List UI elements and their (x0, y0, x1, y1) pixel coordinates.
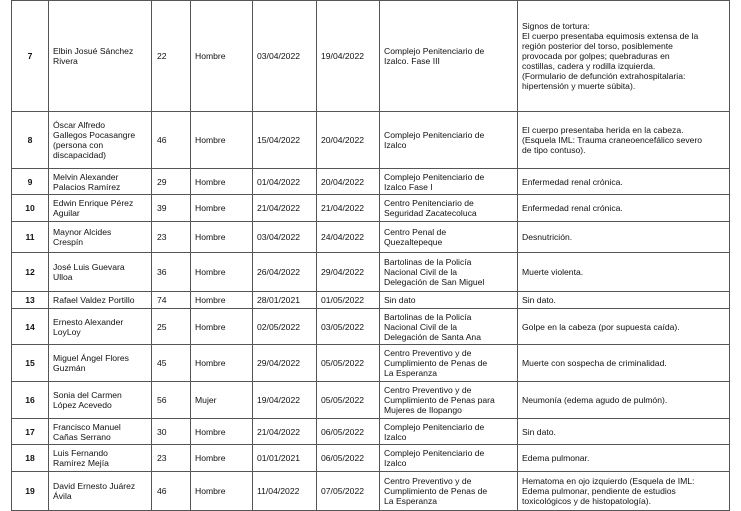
row-number: 19 (12, 472, 49, 511)
cause-of-death: Desnutrición. (518, 222, 730, 253)
detention-place: Centro Preventivo y de Cumplimiento de Penas para Mujeres de Ilopango (380, 382, 518, 419)
detention-place: Bartolinas de la Policía Nacional Civil de la Delegación de San Miguel (380, 253, 518, 292)
detention-place: Complejo Penitenciario de Izalco (380, 419, 518, 445)
person-name: Óscar Alfredo Gallegos Pocasangre (persona con discapacidad) (49, 112, 152, 169)
table-row (12, 169, 730, 195)
death-date: 01/05/2022 (317, 292, 380, 309)
age: 30 (152, 419, 191, 445)
detention-place: Centro Preventivo y de Cumplimiento de Penas de La Esperanza (380, 472, 518, 511)
cause-of-death: Muerte violenta. (518, 253, 730, 292)
detention-date: 03/04/2022 (253, 1, 317, 112)
table-row (12, 1, 730, 112)
cause-of-death: Hematoma en ojo izquierdo (Esquela de IML: Edema pulmonar, pendiente de estudios toxicológicos y de histopatología). (518, 472, 730, 511)
detention-date: 19/04/2022 (253, 382, 317, 419)
detention-place: Centro Penal de Quezaltepeque (380, 222, 518, 253)
detention-place: Centro Penitenciario de Seguridad Zacatecoluca (380, 195, 518, 222)
death-date: 19/04/2022 (317, 1, 380, 112)
age: 29 (152, 169, 191, 195)
detention-date: 01/01/2021 (253, 445, 317, 472)
table-row (12, 345, 730, 382)
person-name: Luis Fernando Ramírez Mejía (49, 445, 152, 472)
death-date: 05/05/2022 (317, 345, 380, 382)
person-name: Rafael Valdez Portillo (49, 292, 152, 309)
sex: Hombre (191, 222, 253, 253)
sex: Hombre (191, 253, 253, 292)
person-name: Elbin Josué Sánchez Rivera (49, 1, 152, 112)
person-name: Francisco Manuel Cañas Serrano (49, 419, 152, 445)
row-number: 13 (12, 292, 49, 309)
person-name: Sonia del Carmen López Acevedo (49, 382, 152, 419)
row-number: 16 (12, 382, 49, 419)
age: 23 (152, 445, 191, 472)
table-row (12, 292, 730, 309)
table-row (12, 419, 730, 445)
row-number: 10 (12, 195, 49, 222)
age: 45 (152, 345, 191, 382)
table-row (12, 253, 730, 292)
table-row (12, 112, 730, 169)
age: 25 (152, 309, 191, 345)
death-date: 21/04/2022 (317, 195, 380, 222)
sex: Hombre (191, 195, 253, 222)
row-number: 11 (12, 222, 49, 253)
age: 74 (152, 292, 191, 309)
detention-date: 21/04/2022 (253, 195, 317, 222)
cause-of-death: El cuerpo presentaba herida en la cabeza. (Esquela IML: Trauma craneoencefálico severo de tipo contuso). (518, 112, 730, 169)
person-name: David Ernesto Juárez Ávila (49, 472, 152, 511)
cause-of-death: Golpe en la cabeza (por supuesta caída). (518, 309, 730, 345)
sex: Hombre (191, 445, 253, 472)
death-date: 20/04/2022 (317, 112, 380, 169)
cause-of-death: Edema pulmonar. (518, 445, 730, 472)
sex: Hombre (191, 292, 253, 309)
sex: Mujer (191, 382, 253, 419)
detention-date: 26/04/2022 (253, 253, 317, 292)
row-number: 12 (12, 253, 49, 292)
row-number: 14 (12, 309, 49, 345)
cause-of-death: Neumonía (edema agudo de pulmón). (518, 382, 730, 419)
table-body (12, 1, 730, 511)
detention-date: 28/01/2021 (253, 292, 317, 309)
death-date: 05/05/2022 (317, 382, 380, 419)
cause-of-death: Signos de tortura: El cuerpo presentaba equimosis extensa de la región posterior del torso, posiblemente provocada por golpes; quebraduras en costillas, cadera y rodilla izquierda. (Formulario de defunción extrahospitalaria: hipertensión y muerte súbita). (518, 1, 730, 112)
sex: Hombre (191, 169, 253, 195)
row-number: 8 (12, 112, 49, 169)
detention-date: 29/04/2022 (253, 345, 317, 382)
detention-date: 03/04/2022 (253, 222, 317, 253)
detention-place: Sin dato (380, 292, 518, 309)
detention-date: 11/04/2022 (253, 472, 317, 511)
death-date: 20/04/2022 (317, 169, 380, 195)
row-number: 17 (12, 419, 49, 445)
sex: Hombre (191, 112, 253, 169)
detention-place: Complejo Penitenciario de Izalco Fase I (380, 169, 518, 195)
deaths-table (11, 0, 730, 511)
table-row (12, 472, 730, 511)
person-name: Maynor Alcides Crespín (49, 222, 152, 253)
sex: Hombre (191, 419, 253, 445)
death-date: 06/05/2022 (317, 445, 380, 472)
sex: Hombre (191, 345, 253, 382)
age: 22 (152, 1, 191, 112)
row-number: 18 (12, 445, 49, 472)
person-name: Melvin Alexander Palacios Ramírez (49, 169, 152, 195)
age: 36 (152, 253, 191, 292)
detention-date: 01/04/2022 (253, 169, 317, 195)
table-row (12, 309, 730, 345)
table-row (12, 445, 730, 472)
detention-date: 21/04/2022 (253, 419, 317, 445)
age: 46 (152, 112, 191, 169)
detention-place: Centro Preventivo y de Cumplimiento de Penas de La Esperanza (380, 345, 518, 382)
row-number: 9 (12, 169, 49, 195)
death-date: 03/05/2022 (317, 309, 380, 345)
cause-of-death: Sin dato. (518, 292, 730, 309)
death-date: 24/04/2022 (317, 222, 380, 253)
table-row (12, 222, 730, 253)
detention-place: Complejo Penitenciario de Izalco. Fase III (380, 1, 518, 112)
death-date: 07/05/2022 (317, 472, 380, 511)
cause-of-death: Enfermedad renal crónica. (518, 169, 730, 195)
age: 56 (152, 382, 191, 419)
row-number: 15 (12, 345, 49, 382)
sex: Hombre (191, 309, 253, 345)
sex: Hombre (191, 1, 253, 112)
person-name: José Luis Guevara Ulloa (49, 253, 152, 292)
sex: Hombre (191, 472, 253, 511)
table-row (12, 195, 730, 222)
death-date: 29/04/2022 (317, 253, 380, 292)
person-name: Ernesto Alexander LoyLoy (49, 309, 152, 345)
detention-date: 02/05/2022 (253, 309, 317, 345)
cause-of-death: Sin dato. (518, 419, 730, 445)
person-name: Miguel Ángel Flores Guzmán (49, 345, 152, 382)
age: 46 (152, 472, 191, 511)
death-date: 06/05/2022 (317, 419, 380, 445)
detention-date: 15/04/2022 (253, 112, 317, 169)
row-number: 7 (12, 1, 49, 112)
detention-place: Complejo Penitenciario de Izalco (380, 445, 518, 472)
cause-of-death: Muerte con sospecha de criminalidad. (518, 345, 730, 382)
age: 39 (152, 195, 191, 222)
detention-place: Complejo Penitenciario de Izalco (380, 112, 518, 169)
age: 23 (152, 222, 191, 253)
detention-place: Bartolinas de la Policía Nacional Civil de la Delegación de Santa Ana (380, 309, 518, 345)
cause-of-death: Enfermedad renal crónica. (518, 195, 730, 222)
person-name: Edwin Enrique Pérez Aguilar (49, 195, 152, 222)
table-row (12, 382, 730, 419)
